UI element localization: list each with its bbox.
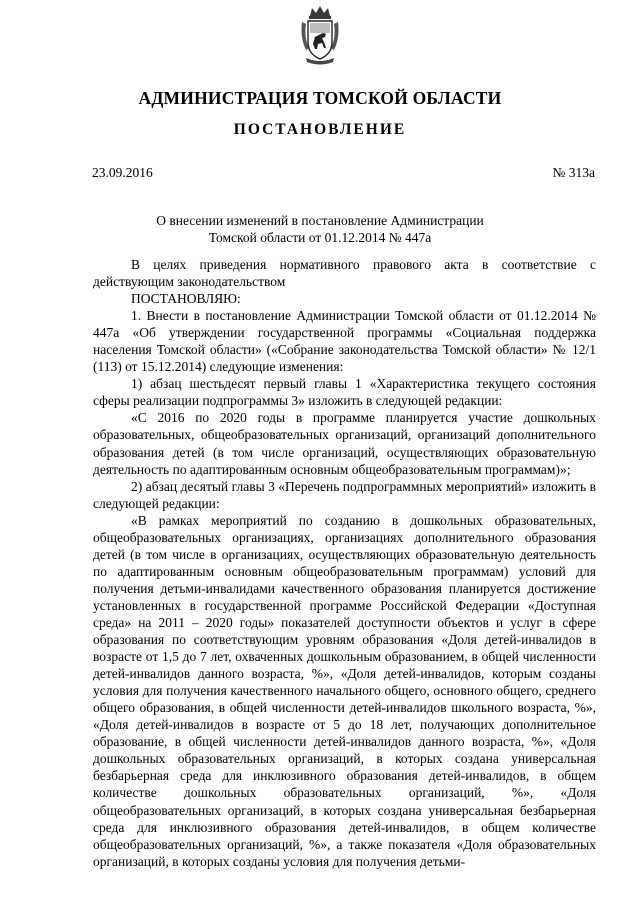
document-body [93,256,596,870]
document-subject [0,212,640,246]
subject-line: Томской области от 01.12.2014 № 447а [208,230,432,245]
coat-of-arms-icon [298,4,342,66]
subitem-paragraph: 2) абзац десятый главы 3 «Перечень подпрограммных мероприятий» изложить в следующей редакции: [93,478,596,511]
subitem-paragraph: 1) абзац шестьдесят первый главы 1 «Характеристика текущего состояния сферы реализации подпрограммы 3» изложить в следующей редакции: [93,376,596,409]
quote-paragraph: «В рамках мероприятий по созданию в дошкольных образовательных, общеобразовательных организациях, организациях дополнительного образования детей (в том числе в организациях, осуществляющих образовательную деятельность по адаптированным основным общеобразовательным программам) условий для получения детьми-инвалидами качественного образования планируется достижение установленных в государственной программе Российской Федерации «Доступная среда» на 2011 – 2020 годы» показателей доступности объектов и услуг в сфере образования по соответствующим уровням образования «Доля детей-инвалидов в возрасте от 1,5 до 7 лет, охваченных дошкольным образованием, в общей численности детей-инвалидов данного возраста, %», «Доля детей-инвалидов, которым созданы условия для получения качественного начального общего, основного общего, среднего общего образования, в общей численности детей-инвалидов школьного возраста, %», «Доля детей-инвалидов в возрасте от 5 до 18 лет, получающих дополнительное образование, в общей численности детей-инвалидов данного возраста, %», «Доля дошкольных образовательных организаций, в которых создана универсальная безбарьерная среда для инклюзивного образования детей-инвалидов, в общем количестве дошкольных образовательных организаций, %», «Доля общеобразовательных организаций, в которых создана универсальная безбарьерная среда для инклюзивного образования детей-инвалидов, в общем количестве общеобразовательных организаций, %», а также показателя «Доля образовательных организаций, в которых созданы условия для получения детьми- [93,512,596,869]
document-type: ПОСТАНОВЛЕНИЕ [233,121,407,138]
quote-paragraph: «С 2016 по 2020 годы в программе планируется участие дошкольных образовательных, общеобразовательных организаций, организаций дополнительного образования детей (в том числе организаций, осуществляющих образовательную деятельность по адаптированным основным общеобразовательным программам)»; [93,410,596,477]
document-number: № 313а [552,165,595,180]
intro-paragraph: В целях приведения нормативного правового акта в соответствие с действующим законодательством [93,257,596,290]
document-date: 23.09.2016 [92,165,153,180]
organization-title: АДМИНИСТРАЦИЯ ТОМСКОЙ ОБЛАСТИ [138,88,502,108]
item-paragraph: 1. Внести в постановление Администрации Томской области от 01.12.2014 № 447а «Об утверждении государственной программы «Социальная поддержка населения Томской области» («Собрание законодательства Томской области» № 12/1 (113) от 15.12.2014) следующие изменения: [93,308,596,375]
decree-word: ПОСТАНОВЛЯЮ: [131,291,241,307]
subject-line: О внесении изменений в постановление Администрации [156,213,484,228]
